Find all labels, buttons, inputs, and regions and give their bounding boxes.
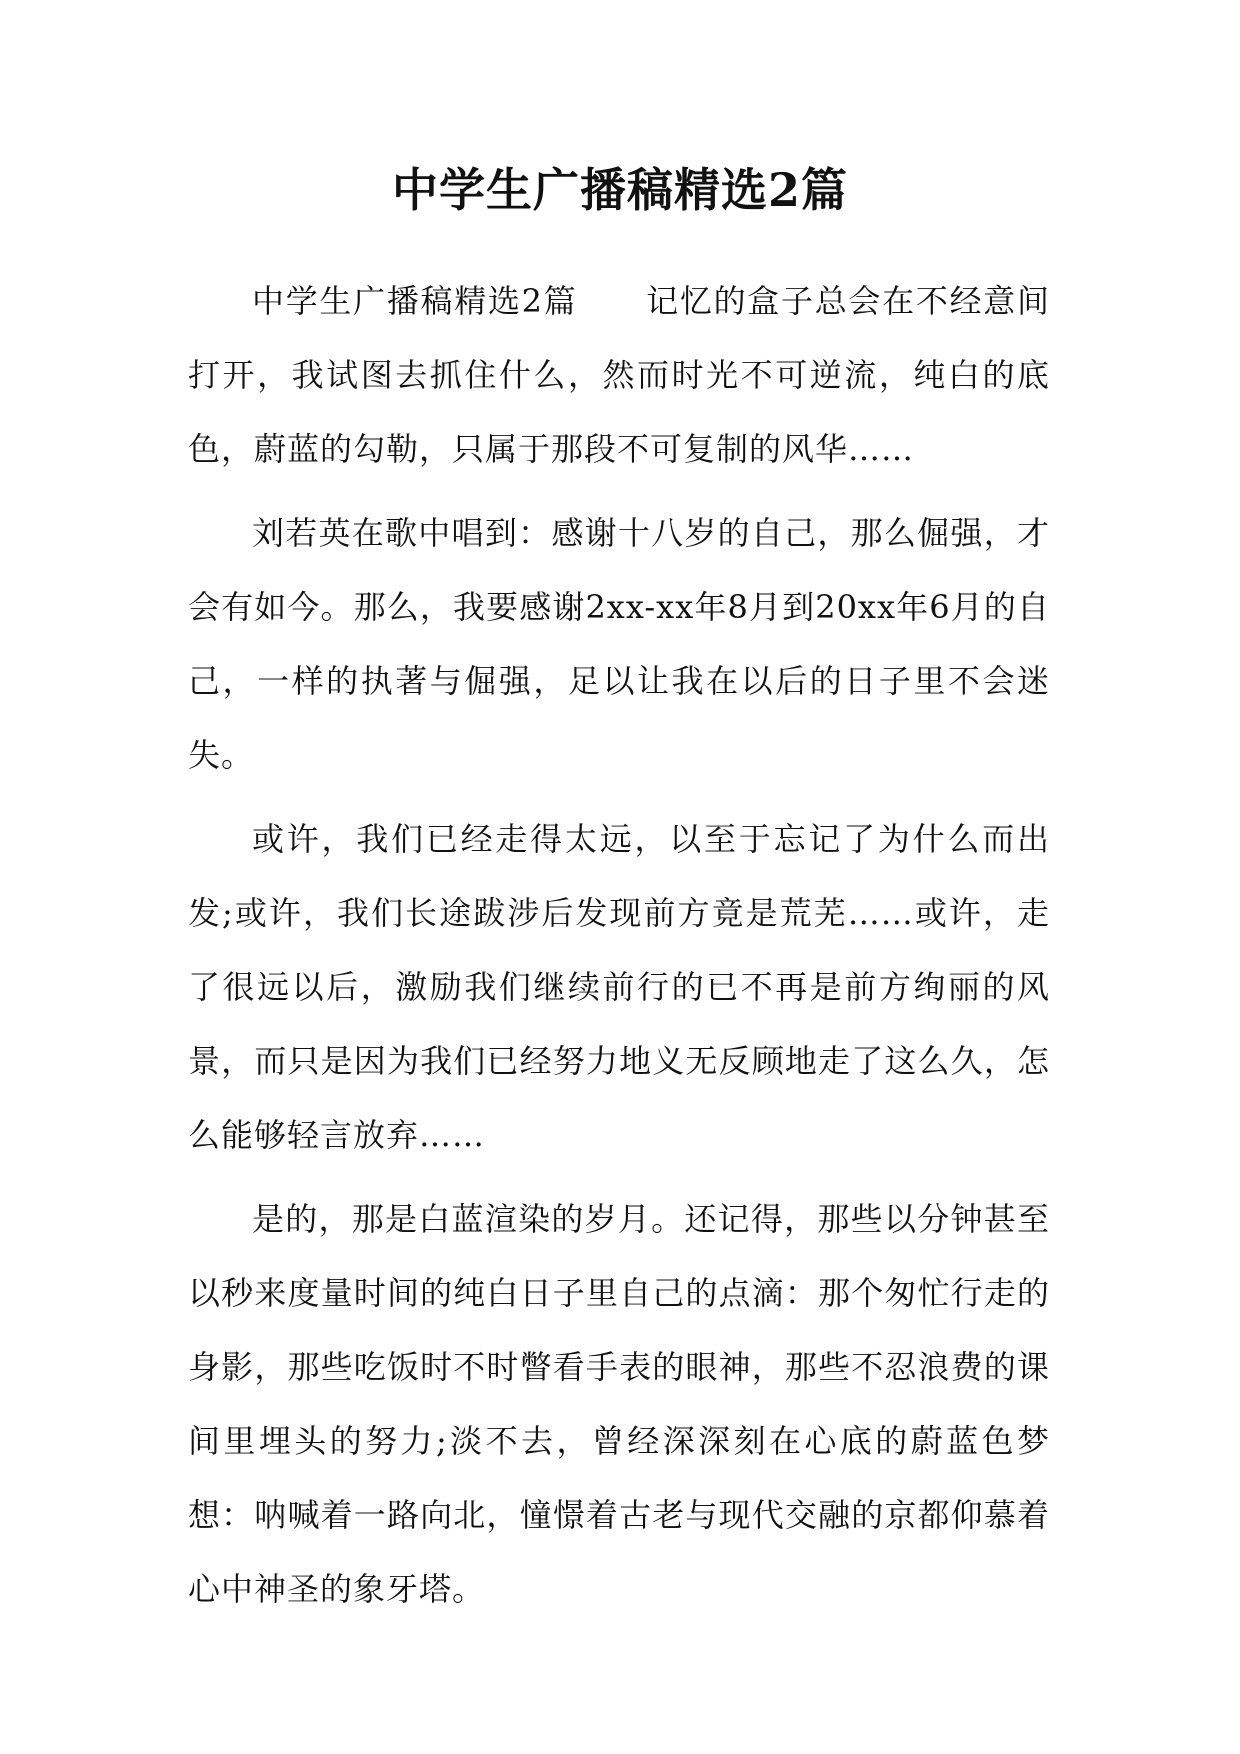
paragraph-2: 刘若英在歌中唱到：感谢十八岁的自己，那么倔强，才会有如今。那么，我要感谢2xx-xx年8月到20xx年6月的自己，一样的执著与倔强，足以让我在以后的日子里不会迷失。 (188, 514, 1050, 774)
paragraph-3: 或许，我们已经走得太远，以至于忘记了为什么而出发;或许，我们长途跋涉后发现前方竟是荒芜……或许，走了很远以后，激励我们继续前行的已不再是前方绚丽的风景，而只是因为我们已经努力地义无反顾地走了这么久，怎么能够轻言放弃…… (188, 820, 1050, 1154)
paragraph-1 (188, 264, 1050, 486)
document-title: 中学生广播稿精选2篇 (391, 163, 848, 217)
paragraph-lead: 中学生广播稿精选2篇 (252, 282, 578, 320)
paragraph-1-text: 记忆的盒子总会在不经意间打开，我试图去抓住什么，然而时光不可逆流，纯白的底色，蔚蓝的勾勒，只属于那段不可复制的风华…… (188, 282, 1050, 468)
paragraph-4: 是的，那是白蓝渲染的岁月。还记得，那些以分钟甚至以秒来度量时间的纯白日子里自己的点滴：那个匆忙行走的身影，那些吃饭时不时瞥看手表的眼神，那些不忍浪费的课间里埋头的努力;淡不去，曾经深深刻在心底的蔚蓝色梦想：呐喊着一路向北，憧憬着古老与现代交融的京都仰慕着心中神圣的象牙塔。 (188, 1200, 1050, 1608)
document-body (188, 264, 1050, 1636)
